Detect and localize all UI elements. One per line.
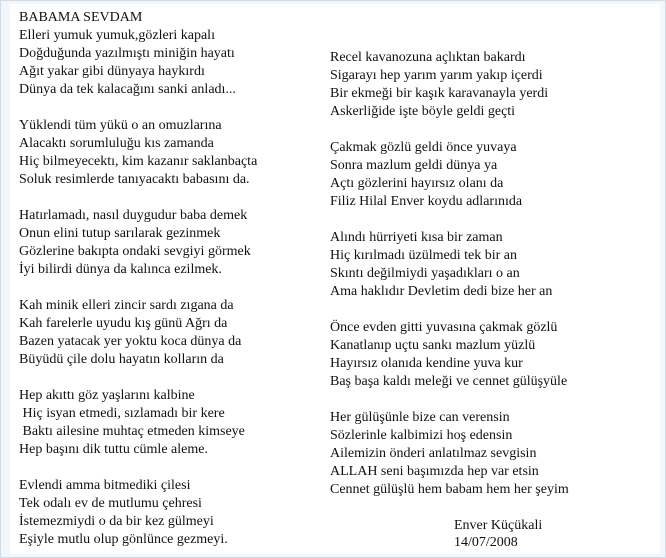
poem-line: Hatırlamadı, nasıl duygudur baba demek bbox=[19, 208, 248, 223]
poem-line: Yüklendi tüm yükü o an omuzlarına bbox=[19, 118, 222, 133]
poem-line: Hep akıttı göz yaşlarını kalbine bbox=[19, 388, 195, 403]
poem-line: Skıntı değilmiydi yaşadıkları o an bbox=[330, 266, 520, 281]
poem-line: Sonra mazlum geldi dünya ya bbox=[330, 158, 498, 173]
stanza-gap bbox=[19, 99, 319, 117]
poem-column-right bbox=[330, 49, 660, 499]
poem-line: Hayırsız olanıda kendine yuva kur bbox=[330, 356, 523, 371]
poem-line: Baktı ailesine muhtaç etmeden kimseye bbox=[19, 424, 245, 439]
stanza-gap bbox=[330, 391, 660, 409]
poem-line: Evlendi amma bitmediki çilesi bbox=[19, 478, 191, 493]
stanza-gap bbox=[330, 301, 660, 319]
poem-line: Filiz Hilal Enver koydu adlarınıda bbox=[330, 194, 523, 209]
stanza-11 bbox=[330, 409, 660, 499]
poem-line: Elleri yumuk yumuk,gözleri kapalı bbox=[19, 28, 215, 43]
stanza-7 bbox=[330, 49, 660, 121]
stanza-8 bbox=[330, 139, 660, 211]
poem-line: Cennet gülüşlü hem babam hem her şeyim bbox=[330, 482, 569, 497]
poem-line: Hep başını dik tuttu cümle aleme. bbox=[19, 442, 208, 457]
poem-line: Her gülüşünle bize can verensin bbox=[330, 410, 510, 425]
stanza-gap bbox=[19, 279, 319, 297]
poem-line: Hiç isyan etmedi, sızlamadı bir kere bbox=[19, 406, 225, 421]
poem-line: Hiç bilmeyecektı, kim kazanır saklanbaçta bbox=[19, 154, 258, 169]
poem-line: Kanatlanıp uçtu sankı mazlum yüzlü bbox=[330, 338, 536, 353]
poem-line: Bir ekmeği bir kaşık karavanayla yerdi bbox=[330, 86, 549, 101]
poem-line: ALLAH seni başımızda hep var etsin bbox=[330, 464, 539, 479]
stanza-10 bbox=[330, 319, 660, 391]
stanza-gap bbox=[19, 369, 319, 387]
stanza-4 bbox=[19, 297, 319, 369]
poem-line: İstemezmiydi o da bir kez gülmeyi bbox=[19, 514, 214, 529]
stanza-gap bbox=[19, 189, 319, 207]
poem-column-left bbox=[19, 9, 319, 549]
poem-line: Sigarayı hep yarım yarım yakıp içerdi bbox=[330, 68, 543, 83]
poem-line: Bazen yatacak yer yoktu koca dünya da bbox=[19, 334, 242, 349]
stanza-1 bbox=[19, 27, 319, 99]
poem-line: İyi bilirdi dünya da kalınca ezilmek. bbox=[19, 262, 222, 277]
poem-line: Hiç kırılmadı üzülmedi tek bir an bbox=[330, 248, 518, 263]
poem-line: Alacaktı sorumluluğu kıs zamanda bbox=[19, 136, 214, 151]
poem-sheet bbox=[10, 4, 660, 554]
poem-line: Önce evden gitti yuvasına çakmak gözlü bbox=[330, 320, 558, 335]
poem-line: Baş başa kaldı meleği ve cennet gülüşyüle bbox=[330, 374, 568, 389]
author-name: Enver Küçükali bbox=[454, 518, 543, 533]
stanza-2 bbox=[19, 117, 319, 189]
poem-line: Soluk resimlerde tanıyacaktı babasını da. bbox=[19, 172, 250, 187]
stanza-gap bbox=[330, 211, 660, 229]
stanza-3 bbox=[19, 207, 319, 279]
poem-line: Ama haklıdır Devletim dedi bize her an bbox=[330, 284, 553, 299]
poem-line: Doğduğunda yazılmıştı miniğin hayatı bbox=[19, 46, 235, 61]
stanza-5 bbox=[19, 387, 319, 459]
stanza-gap bbox=[330, 121, 660, 139]
poem-line: Ağıt yakar gibi dünyaya haykırdı bbox=[19, 64, 205, 79]
poem-signature bbox=[454, 517, 542, 551]
poem-line: Eşiyle mutlu olup gönlünce gezmeyi. bbox=[19, 532, 228, 547]
poem-line: Büyüdü çile dolu hayatın kolların da bbox=[19, 352, 224, 367]
poem-line: Gözlerine bakıpta ondaki sevgiyi görmek bbox=[19, 244, 251, 259]
poem-line: Tek odalı ev de mutlumu çehresi bbox=[19, 496, 202, 511]
poem-date: 14/07/2008 bbox=[454, 535, 518, 550]
stanza-9 bbox=[330, 229, 660, 301]
poem-line: Askerliğide işte böyle geldi geçti bbox=[330, 104, 516, 119]
poem-line: Dünya da tek kalacağını sanki anladı... bbox=[19, 82, 236, 97]
stanza-6 bbox=[19, 477, 319, 549]
poem-line: Açtı gözlerini hayırsız olanı da bbox=[330, 176, 504, 191]
poem-line: Sözlerinle kalbimizi hoş edensin bbox=[330, 428, 513, 443]
poem-line: Alındı hürriyeti kısa bir zaman bbox=[330, 230, 503, 245]
poem-line: Kah minik elleri zincir sardı zıgana da bbox=[19, 298, 234, 313]
poem-line: Onun elini tutup sarılarak gezinmek bbox=[19, 226, 221, 241]
poem-line: Çakmak gözlü geldi önce yuvaya bbox=[330, 140, 517, 155]
stanza-gap bbox=[19, 459, 319, 477]
poem-line: Ailemizin önderi anlatılmaz sevgisin bbox=[330, 446, 537, 461]
poem-line: Recel kavanozuna açlıktan bakardı bbox=[330, 50, 526, 65]
poem-line: Kah farelerle uyudu kış günü Ağrı da bbox=[19, 316, 228, 331]
poem-title: BABAMA SEVDAM bbox=[19, 10, 143, 25]
